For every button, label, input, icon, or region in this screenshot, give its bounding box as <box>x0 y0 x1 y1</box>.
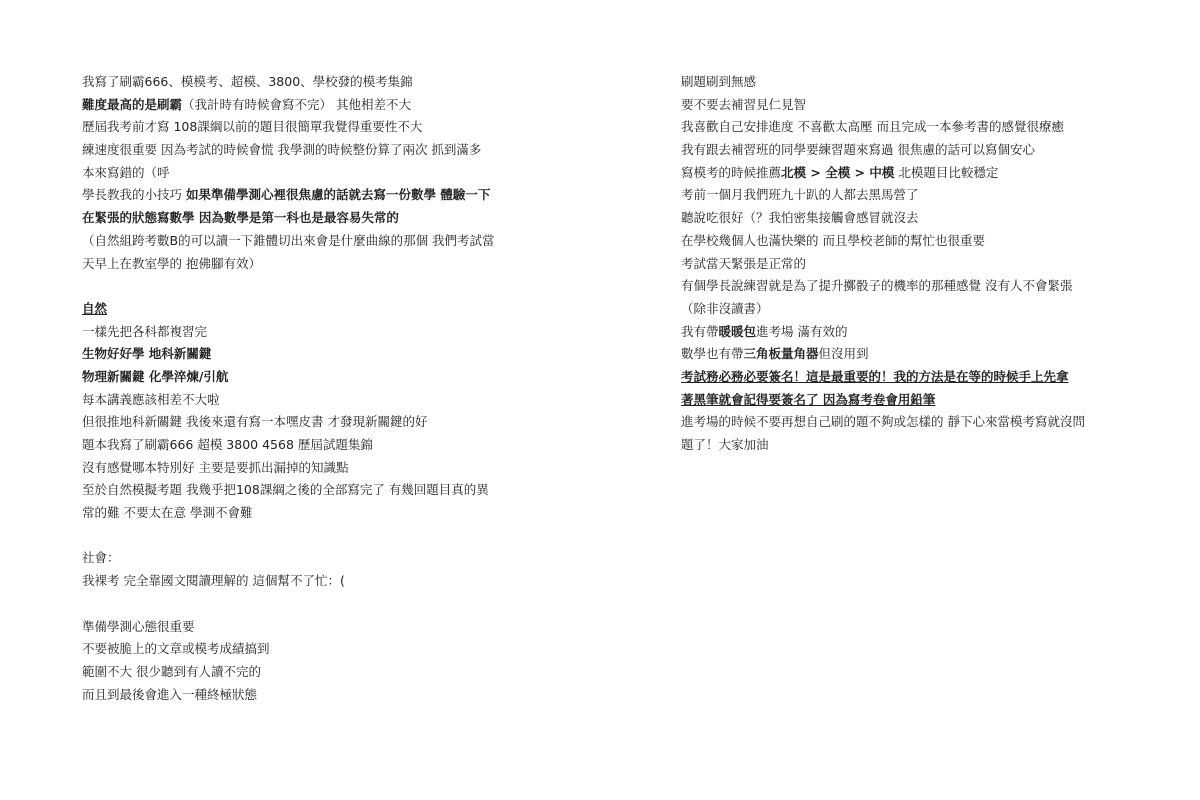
text-line: 在學校幾個人也滿快樂的 而且學校老師的幫忙也很重要 <box>681 232 985 248</box>
text-span: 寫模考的時候推薦 <box>681 164 782 180</box>
text-line: 刷題刷到無感 <box>681 74 757 89</box>
text-line <box>681 343 1121 366</box>
section-heading-science: 自然 <box>82 300 108 316</box>
text-line: 歷屆我考前才寫 108課綱以前的題目很簡單我覺得重要性不大 <box>82 119 423 135</box>
text-span: 北模題目比較穩定 <box>894 164 999 180</box>
text-line: 考試當天緊張是正常的 <box>681 255 807 271</box>
section-heading-social: 社會： <box>82 550 120 566</box>
text-line: 我有跟去補習班的同學要練習題來寫過 很焦慮的話可以寫個安心 <box>681 142 1035 158</box>
text-line: 常的難 不要太在意 學測不會難 <box>82 505 253 521</box>
text-line: 我喜歡自己安排進度 不喜歡太高壓 而且完成一本參考書的感覺很療癒 <box>681 119 1064 135</box>
text-line: 生物好好學 地科新關鍵 <box>82 346 212 362</box>
text-span: 但沒用到 <box>818 346 869 362</box>
left-column <box>82 71 522 706</box>
text-line-emphasis: 考試務必務必要簽名！這是最重要的！我的方法是在等的時候手上先拿 <box>681 368 1069 384</box>
bold-phrase: 北模 > 全模 > 中模 <box>781 164 895 180</box>
text-line: 有個學長說練習就是為了提升擲骰子的機率的那種感覺 沒有人不會緊張 <box>681 278 1073 294</box>
bold-phrase: 如果準備學測心裡很焦慮的話就去寫一份數學 體驗一下 <box>185 187 491 203</box>
text-line: 我寫了刷霸666、模模考、超模、3800、學校發的模考集錦 <box>82 74 413 89</box>
text-line: 考前一個月我們班九十趴的人都去黑馬營了 <box>681 187 919 203</box>
text-line: 天早上在教室學的 抱佛腳有效） <box>82 255 261 271</box>
text-span: 我有帶 <box>681 323 719 339</box>
text-line: 但很推地科新關鍵 我後來還有寫一本嘿皮書 才發現新關鍵的好 <box>82 414 428 430</box>
text-line: 而且到最後會進入一種終極狀態 <box>82 686 258 702</box>
bold-phrase: 難度最高的是刷霸 <box>82 96 183 112</box>
bold-phrase: 三角板量角器 <box>743 346 819 362</box>
text-line: （自然組跨考數B的可以讀一下錐體切出來會是什麼曲線的那個 我們考試當 <box>82 232 495 248</box>
text-line: 至於自然模擬考題 我幾乎把108課綱之後的全部寫完了 有幾回題目真的異 <box>82 482 489 498</box>
text-line: 本來寫錯的（呼 <box>82 164 170 180</box>
text-span: （我計時有時候會寫不完） 其他相差不大 <box>182 96 411 112</box>
text-line: 範圍不大 很少聽到有人讀不完的 <box>82 663 261 679</box>
right-column <box>681 71 1121 457</box>
text-line <box>82 184 522 207</box>
text-line: 物理新關鍵 化學淬煉/引航 <box>82 368 229 384</box>
text-span: 數學也有帶 <box>681 346 744 362</box>
bold-phrase: 暖暖包 <box>718 323 757 339</box>
text-line: 要不要去補習見仁見智 <box>681 96 807 112</box>
section-heading-mindset: 準備學測心態很重要 <box>82 618 195 634</box>
text-line: 在緊張的狀態寫數學 因為數學是第一科也是最容易失常的 <box>82 210 399 226</box>
text-line: （除非沒讀書） <box>681 300 769 316</box>
text-line: 題本我寫了刷霸666 超模 3800 4568 歷屆試題集錦 <box>82 437 373 452</box>
text-line: 題了！大家加油 <box>681 437 769 452</box>
text-line: 沒有感覺哪本特別好 主要是要抓出漏掉的知識點 <box>82 459 349 475</box>
text-line <box>681 162 1121 185</box>
text-span: 學長教我的小技巧 <box>82 187 186 203</box>
text-line: 我裸考 完全靠國文閱讀理解的 這個幫不了忙：( <box>82 573 345 589</box>
text-line <box>82 94 522 117</box>
text-line: 每本講義應該相差不大啦 <box>82 391 220 407</box>
spacer <box>82 593 522 616</box>
text-span: 進考場 滿有效的 <box>756 323 848 339</box>
spacer <box>82 525 522 548</box>
text-line: 聽說吃很好（？我怕密集接觸會感冒就沒去 <box>681 210 919 226</box>
text-line <box>681 321 1121 344</box>
spacer <box>82 275 522 298</box>
text-line: 一樣先把各科都複習完 <box>82 323 208 339</box>
text-line: 進考場的時候不要再想自己刷的題不夠或怎樣的 靜下心來當模考寫就沒問 <box>681 414 1085 430</box>
text-line: 練速度很重要 因為考試的時候會慌 我學測的時候整份算了兩次 抓到滿多 <box>82 142 482 158</box>
text-line-emphasis: 著黑筆就會記得要簽名了 因為寫考卷會用鉛筆 <box>681 391 936 407</box>
text-line: 不要被脆上的文章或模考成績搞到 <box>82 641 270 657</box>
